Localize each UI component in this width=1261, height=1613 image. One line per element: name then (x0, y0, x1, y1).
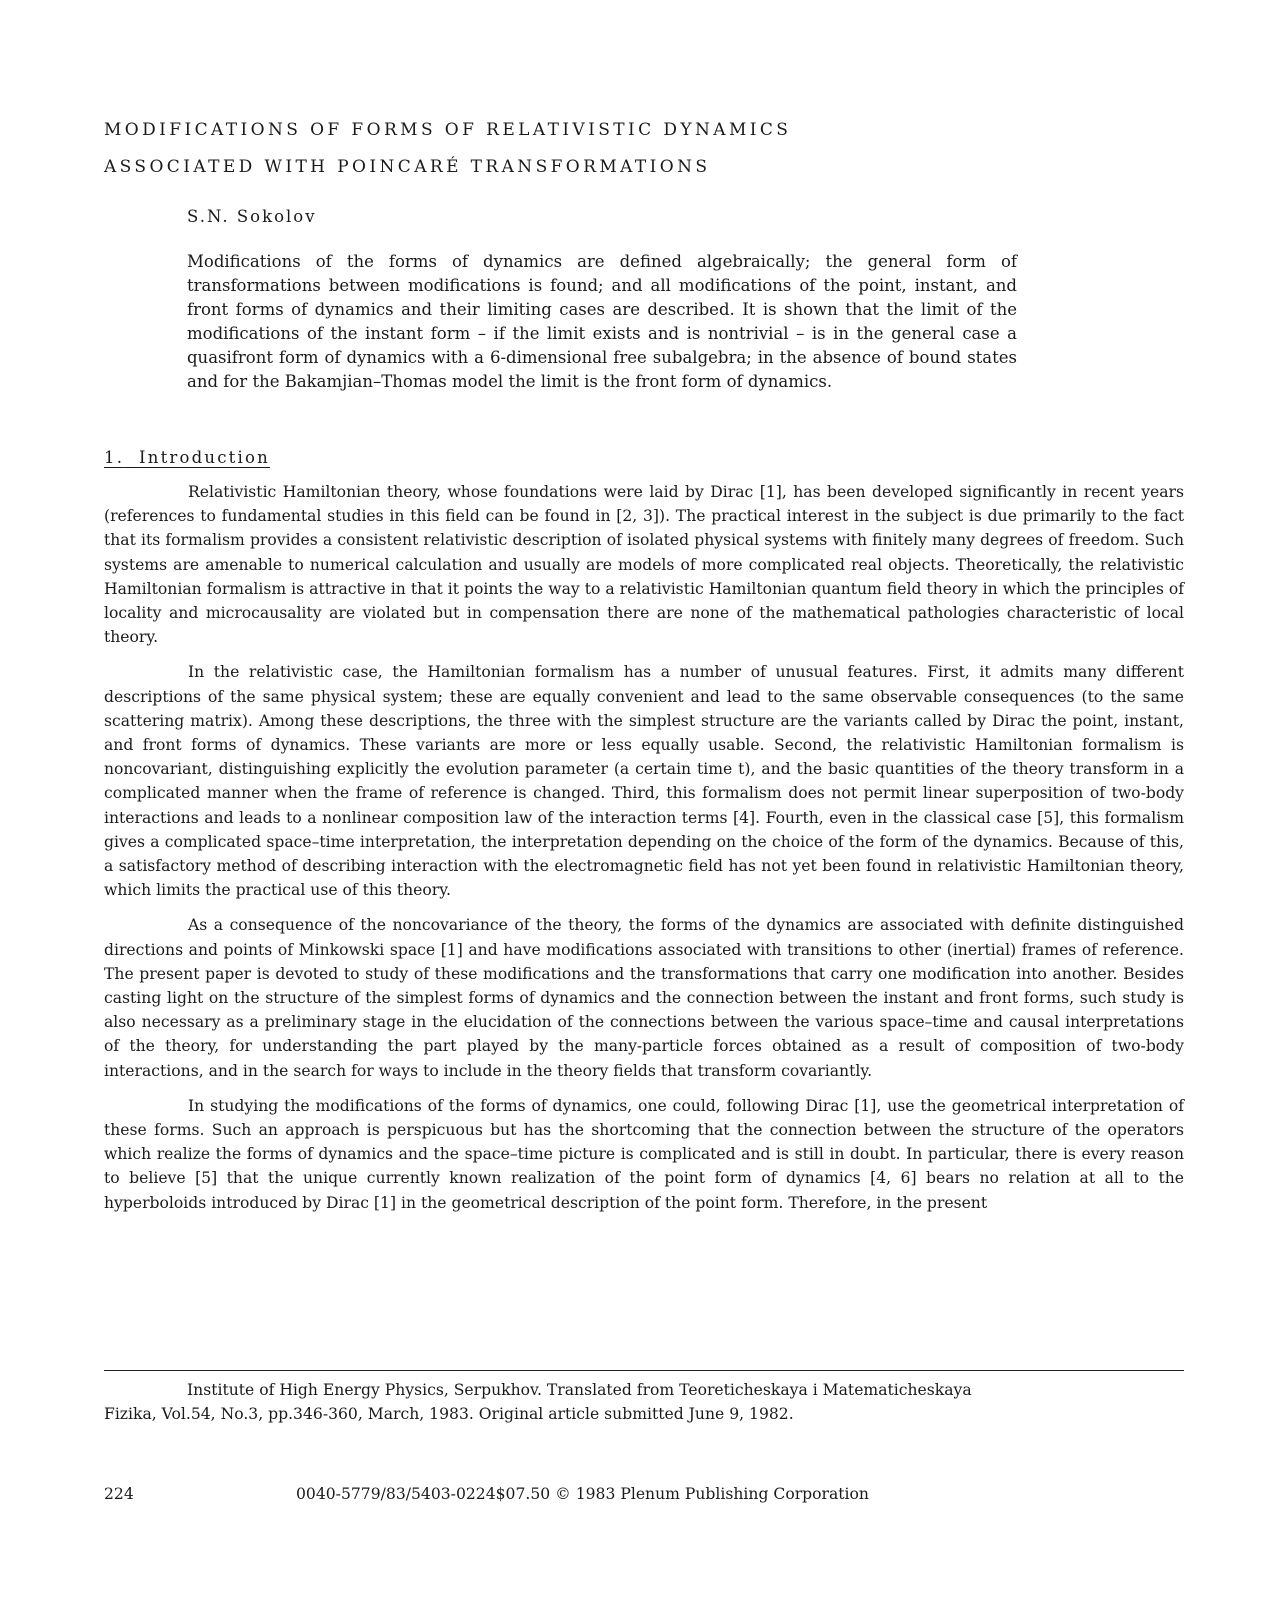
author: S.N. Sokolov (187, 207, 317, 226)
abstract: Modifications of the forms of dynamics are defined algebraically; the general form of transformations between modifications is found; and all modifications of the point, instant, and front forms of dynamics and their limiting cases are described. It is shown that the limit of the modifications of the instant form – if the limit exists and is nontrivial – is in the general case a quasifront form of dynamics with a 6-dimensional free subalgebra; in the absence of bound states and for the Bakamjian–Thomas model the limit is the front form of dynamics. (187, 252, 1017, 391)
body-text (104, 480, 1184, 1226)
section-number: 1. (104, 448, 125, 467)
footnote-line-2: Fizika, Vol.54, No.3, pp.346-360, March, 1983. Original article submitted June 9, 1982. (104, 1405, 794, 1423)
copyright-line: 0040-5779/83/5403-0224$07.50 © 1983 Plenum Publishing Corporation (296, 1485, 869, 1503)
footnote-divider (104, 1370, 1184, 1371)
paragraph: As a consequence of the noncovariance of the theory, the forms of the dynamics are associated with definite distinguished directions and points of Minkowski space [1] and have modifications associated with transitions to other (inertial) frames of reference. The present paper is devoted to study of these modifications and the transformations that carry one modification into another. Besides casting light on the structure of the simplest forms of dynamics and the connection between the instant and front forms, such study is also necessary as a preliminary stage in the elucidation of the connections between the various space–time and causal interpretations of the theory, for understanding the part played by the many-particle forces obtained as a result of composition of two-body interactions, and in the search for ways to include in the theory fields that transform covariantly. (104, 916, 1184, 1080)
footnote-line-1: Institute of High Energy Physics, Serpukhov. Translated from Teoreticheskaya i Matematicheskaya (187, 1381, 972, 1399)
footnote (104, 1378, 1184, 1426)
paragraph: In studying the modifications of the forms of dynamics, one could, following Dirac [1], use the geometrical interpretation of these forms. Such an approach is perspicuous but has the shortcoming that the connection between the structure of the operators which realize the forms of dynamics and the space–time picture is complicated and is still in doubt. In particular, there is every reason to believe [5] that the unique currently known realization of the point form of dynamics [4, 6] bears no relation at all to the hyperboloids introduced by Dirac [1] in the geometrical description of the point form. Therefore, in the present (104, 1096, 1184, 1212)
section-title: Introduction (139, 448, 270, 467)
page-number: 224 (104, 1485, 134, 1503)
section-heading (104, 448, 270, 467)
paragraph: In the relativistic case, the Hamiltonian formalism has a number of unusual features. First, it admits many different descriptions of the same physical system; these are equally convenient and lead to the same observable consequences (to the same scattering matrix). Among these descriptions, the three with the simplest structure are the variants called by Dirac the point, instant, and front forms of dynamics. These variants are more or less equally usable. Second, the relativistic Hamiltonian formalism is noncovariant, distinguishing explicitly the evolution parameter (a certain time t), and the basic quantities of the theory transform in a complicated manner when the frame of reference is changed. Third, this formalism does not permit linear superposition of two-body interactions and leads to a nonlinear composition law of the interaction terms [4]. Fourth, even in the classical case [5], this formalism gives a complicated space–time interpretation, the interpretation depending on the choice of the form of the dynamics. Because of this, a satisfactory method of describing interaction with the electromagnetic field has not yet been found in relativistic Hamiltonian theory, which limits the practical use of this theory. (104, 663, 1184, 900)
paper-title-line-2: ASSOCIATED WITH POINCARÉ TRANSFORMATIONS (104, 157, 711, 177)
paper-title-line-1: MODIFICATIONS OF FORMS OF RELATIVISTIC DYNAMICS (104, 120, 792, 140)
paragraph: Relativistic Hamiltonian theory, whose foundations were laid by Dirac [1], has been developed significantly in recent years (references to fundamental studies in this field can be found in [2, 3]). The practical interest in the subject is due primarily to the fact that its formalism provides a consistent relativistic description of isolated physical systems with finitely many degrees of freedom. Such systems are amenable to numerical calculation and usually are models of more complicated real objects. Theoretically, the relativistic Hamiltonian formalism is attractive in that it points the way to a relativistic Hamiltonian quantum field theory in which the principles of locality and microcausality are violated but in compensation there are none of the mathematical pathologies characteristic of local theory. (104, 483, 1184, 647)
